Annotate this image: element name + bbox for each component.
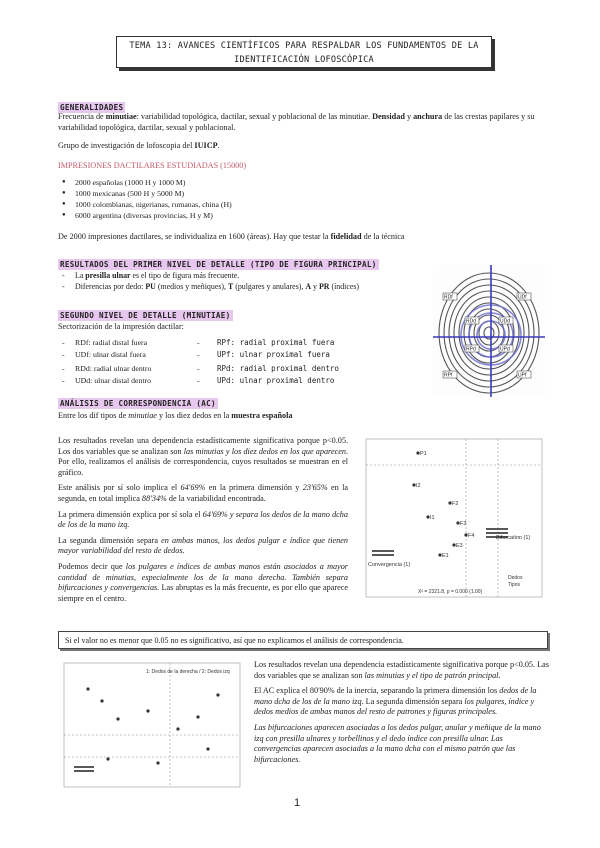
correspondence-chart-1 <box>358 433 548 611</box>
chart1-label: F2 <box>452 501 459 507</box>
analisis2-p2: El AC explica el 80'90% de la inercia, separando la primera dimensión los dedos de la mano dcha de los de la mano izq. La segunda dimensión separa los pulgares, índice y dedos medios de ambas manos del resto de patrones y figuras principales. <box>254 686 537 717</box>
analisis-p3: La primera dimensión explica por sí sola el 64'69% y separa los dedos de la mano dcha de los de la mano izq. <box>58 509 348 530</box>
fingerprint-image <box>433 265 545 397</box>
analisis-body <box>58 436 348 604</box>
sectorizacion-table <box>62 337 339 386</box>
sector-row: - UDd: ulnar distal dentro - UPd: ulnar proximal dentro <box>62 375 339 387</box>
sectorizacion-intro: Sectorización de la impresión dactilar: <box>58 322 184 331</box>
fp-label: UDf <box>518 294 527 301</box>
fp-label: RDd <box>466 318 477 325</box>
list-item: - La presilla ulnar es el tipo de figura más frecuente. <box>62 270 359 281</box>
fp-label: UDd <box>500 318 511 325</box>
fp-label: UPd <box>500 346 510 353</box>
fp-label: UPf <box>518 372 527 379</box>
analisis2-body <box>254 660 550 765</box>
chart1-legend: Tipos <box>508 582 521 588</box>
title-box <box>116 36 492 68</box>
note-box: Si el valor no es menor que 0.05 no es significativo, así que no explicamos el análisis de correspondencia. <box>58 631 548 649</box>
sector-row: - RDd: radial ulnar dentro - RPd: radial proximal dentro <box>62 363 339 375</box>
fp-label: RDf <box>444 294 453 301</box>
title-line-1: TEMA 13: AVANCES CIENTÍFICOS PARA RESPALDAR LOS FUNDAMENTOS DE LA <box>129 41 479 51</box>
chart1-label: F3 <box>460 521 467 527</box>
chart2-legend: 1: Dedos de la derecha / 2: Dedos izq <box>146 669 230 675</box>
analisis2-p1: Los resultados revelan una dependencia estadísticamente significativa porque p<0.05. Las dos variables que se analizan son las minutias y el tipo de patrón principal. <box>254 660 549 680</box>
generalidades-paragraph: Frecuencia de minutiae: variabilidad topológica, dactilar, sexual y poblacional de las minutiae. Densidad y anchura de las crestas papilares y su variabilidad topológica, dactilar, sexual y poblacional. <box>58 112 535 132</box>
chart1-label: E1 <box>442 553 449 559</box>
page-number: 1 <box>294 797 301 809</box>
sector-row: - UDf: ulnar distal fuera - UPf: ulnar proximal fuera <box>62 349 339 361</box>
chart1-label: I2 <box>416 483 421 489</box>
analisis2-p3: Las bifurcaciones aparecen asociadas a los dedos pulgar, anular y meñique de la mano izq con presilla ulnares y torbellinos y el dedo índice con presilla ulnar. Las convergencias aparecen asociadas a la mano dcha con el mismo patrón que las bifurcaciones. <box>254 722 541 764</box>
list-item: ● 1000 mexicanas (500 H y 5000 M) <box>62 188 232 199</box>
chart1-label: E3 <box>456 543 463 549</box>
analisis-p4: La segunda dimensión separa en ambas manos, los dedos pulgar e índice que tienen mayor variabilidad del resto de dedos. <box>58 535 348 556</box>
chart1-label: Convergencia (1) <box>368 562 411 568</box>
list-item: - Diferencias por dedo: PU (medios y meñiques), T (pulgares y anulares), A y PR (índices) <box>62 281 359 292</box>
grupo-investigacion: Grupo de investigación de lofoscopia del IUICP. <box>58 141 220 150</box>
chart1-footer: X² = 2321.8, p = 0.000 (1.00) <box>418 589 483 595</box>
fp-label: RPf <box>444 372 453 379</box>
impresiones-summary: De 2000 impresiones dactilares, se individualiza en 1600 (áreas). Hay que testar la fidelidad de la técnica <box>58 232 405 241</box>
chart1-label: Bifurcation (1) <box>496 535 531 541</box>
list-item: ● 6000 argentina (diversas provincias, H y M) <box>62 210 232 221</box>
chart1-label: F4 <box>468 533 475 539</box>
chart1-label: P1 <box>420 451 427 457</box>
primer-nivel-list <box>62 270 359 292</box>
chart1-legend: Dedos <box>508 575 523 581</box>
list-item: ● 1000 colombianas, nigerianas, rumanas, china (H) <box>62 199 232 210</box>
chart1-label: I1 <box>430 515 435 521</box>
sector-row: - RDf: radial distal fuera - RPf: radial proximal fuera <box>62 337 339 349</box>
impresiones-heading: IMPRESIONES DACTILARES ESTUDIADAS (15000) <box>58 161 247 170</box>
correspondence-chart-2 <box>58 659 244 791</box>
analisis-p2: Este análisis por sí solo implica el 64'69% en la primera dimensión y 23'65% en la segunda, en total implica 88'34% de la variabilidad encontrada. <box>58 483 348 503</box>
title-line-2: IDENTIFICACIÓN LOFOSCÓPICA <box>234 55 374 65</box>
analisis-p5: Podemos decir que los pulgares e índices de ambas manos están asociados a mayor cantidad de minutias, especialmente los de la mano derecha. También separa bifurcaciones y convergencias. Las abruptas es la más frecuente, es por ello que aparece siempre en el centro. <box>58 561 348 603</box>
fp-label: RPd <box>466 346 476 353</box>
generalidades-heading: GENERALIDADES <box>60 103 124 112</box>
analisis-heading: ANÁLISIS DE CORRESPONDENCIA (AC) <box>60 399 216 408</box>
analisis-intro: Entre los dif tipos de minutiae y los diez dedos en la muestra española <box>58 411 293 420</box>
analisis-p1: Los resultados revelan una dependencia estadísticamente significativa porque p<0.05. Los dos variables que se analizan son las minutias y los diez dedos en los que aparecen. Por ello, realizamos el análisis de correspondencia, cuyos resultados se muestran en el gráfico. <box>58 436 348 477</box>
primer-nivel-heading: RESULTADOS DEL PRIMER NIVEL DE DETALLE (TIPO DE FIGURA PRINCIPAL) <box>60 260 377 269</box>
segundo-nivel-heading: SEGUNDO NIVEL DE DETALLE (MINUTIAE) <box>60 311 231 320</box>
impresiones-list <box>62 177 232 221</box>
list-item: ● 2000 españolas (1000 H y 1000 M) <box>62 177 232 188</box>
